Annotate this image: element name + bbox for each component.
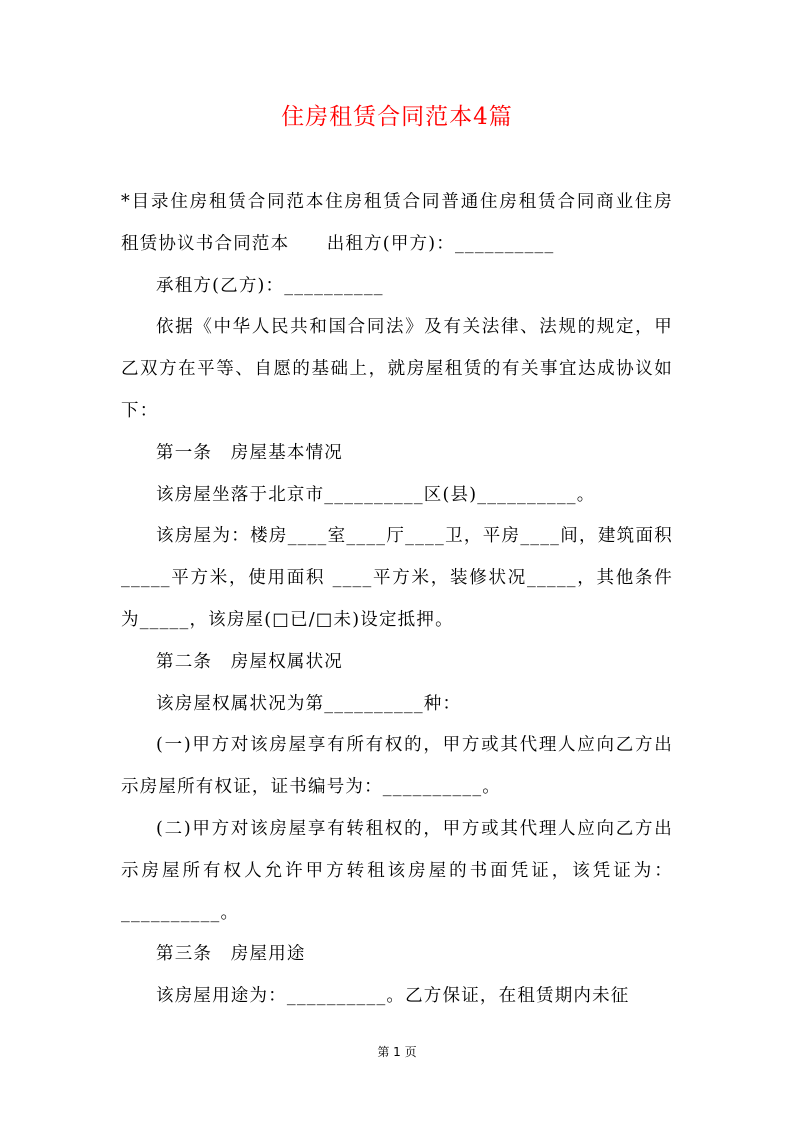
page-number: 第 1 页 — [377, 1045, 417, 1059]
article-2-heading: 第二条 房屋权属状况 — [156, 651, 343, 672]
paragraph-preamble: 依据《中华人民共和国合同法》及有关法律、法规的规定，甲乙双方在平等、自愿的基础上，就房屋租赁的有关事宜达成协议如下： — [121, 317, 673, 421]
paragraph-ownership-1: (一)甲方对该房屋享有所有权的，甲方或其代理人应向乙方出示房屋所有权证，证书编号为：__________。 — [121, 735, 673, 798]
paragraph-lessee: 承租方(乙方)：__________ — [156, 275, 384, 296]
article-3-heading: 第三条 房屋用途 — [156, 944, 306, 965]
paragraph-house-details: 该房屋为：楼房____室____厅____卫，平房____间，建筑面积_____平方米，使用面积 ____平方米，装修状况_____，其他条件为_____，该房屋(□已/□未)设定抵押。 — [121, 526, 673, 630]
document-title: 住房租赁合同范本4篇 — [281, 104, 513, 130]
document-body — [121, 182, 673, 1018]
article-1-heading: 第一条 房屋基本情况 — [156, 442, 343, 463]
paragraph-location: 该房屋坐落于北京市__________区(县)__________。 — [156, 484, 596, 505]
paragraph-toc: *目录住房租赁合同范本住房租赁合同普通住房租赁合同商业住房租赁协议书合同范本 出租方(甲方)：__________ — [121, 192, 673, 254]
paragraph-ownership-2: (二)甲方对该房屋享有转租权的，甲方或其代理人应向乙方出示房屋所有权人允许甲方转租该房屋的书面凭证，该凭证为：__________。 — [121, 818, 673, 923]
paragraph-usage: 该房屋用途为：__________。乙方保证，在租赁期内未征 — [156, 986, 630, 1007]
paragraph-ownership-type: 该房屋权属状况为第__________种： — [156, 693, 462, 714]
